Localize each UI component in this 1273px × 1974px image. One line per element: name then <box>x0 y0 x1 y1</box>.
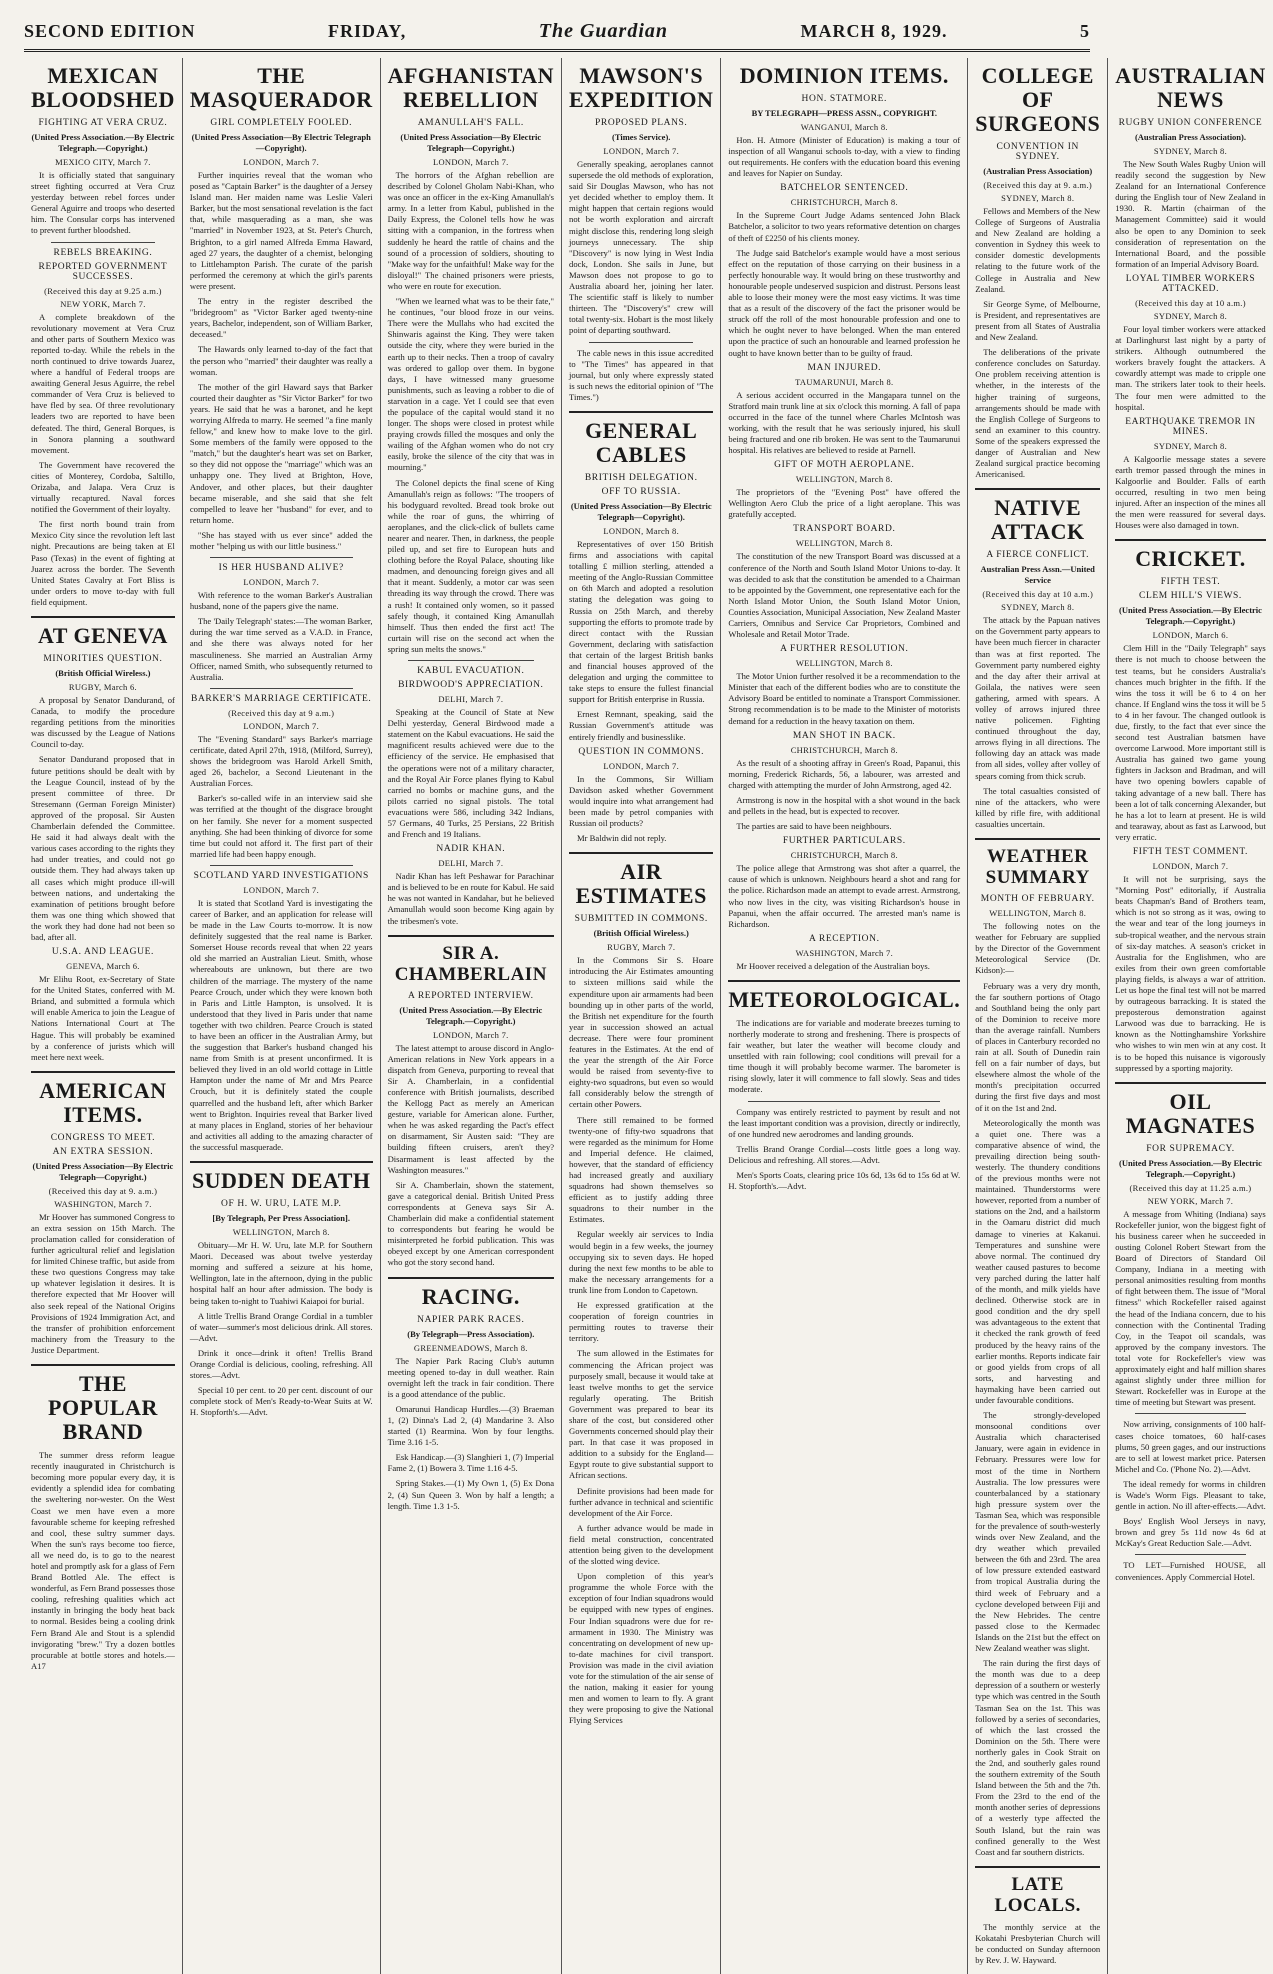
advert-text: Special 10 per cent. to 20 per cent. discount of our complete stock of Men's Ready-to-Wear Suits at W. H. Stopforth's.—Advt. <box>189 1385 373 1418</box>
paragraph: The 'Daily Telegraph' states:—The woman Barker, during the war time served as a V.A.D. in France, and she there was always noted for her masculineness. She married an Australian Army Officer, named Smith, who subsequently returned to Australia. <box>189 616 373 682</box>
received-line: (Received this day at 9.25 a.m.) <box>44 285 162 296</box>
received-line: (Received this day at 11.25 a.m.) <box>1129 1182 1252 1193</box>
source-line: (Times Service). <box>612 132 671 142</box>
paragraph: A complete breakdown of the revolutionary movement at Vera Cruz and other parts of Southern Mexico was reported to-day. While the rebels in the north continued to drive towards Juarez, where a handful of Federal troops are awaiting General Jesus Aguirre, the rebel commander of Vera Cruz is believed to have fled by sea. Of three revolutionary leaders two are reported to have been defeated. The third, General Borques, is in Sonora planning a southward movement. <box>31 311 175 455</box>
divider <box>51 242 155 243</box>
subhead: LOYAL TIMBER WORKERS ATTACKED. <box>1125 273 1256 294</box>
dateline: SYDNEY, March 8. <box>1153 310 1228 321</box>
story-divider <box>975 1866 1100 1868</box>
advert-text: The ideal remedy for worms in children is Wade's Worm Figs. Pleasant to take, gentle in action. No ill after-effects.—Advt. <box>1115 1478 1266 1512</box>
subhead: CLEM HILL'S VIEWS. <box>1139 591 1242 602</box>
story-divider <box>388 1277 554 1279</box>
paragraph: The police allege that Armstrong was shot after a quarrel, the cause of which is unknown. Neighbours heard a shot and rang for the police. Richardson made an attempt to evade arrest. Armstrong, who now lives in the city, was visiting Richardson's house in Papanui, when the affair occurred. The arrested man's name is Richardson. <box>728 863 961 929</box>
paragraph: The horrors of the Afghan rebellion are described by Colonel Gholam Nabi-Khan, who was once an officer in the ex-King Amanullah's army. In a letter from Kabul, published in the Daily Express, the Colonel tells how he was sitting with a companion, in the fortress when suddenly he heard the rattle of chains and the sound of a procession of soldiers, shouting to "Make way for the unfaithful! Make way for the disloyal!" The chained prisoners were priests, who were en route for execution. <box>387 170 555 291</box>
story-air-estimates <box>569 860 713 1726</box>
source-line: (Australian Press Association) <box>983 166 1093 176</box>
divider <box>748 1101 940 1102</box>
dateline: WASHINGTON, March 7. <box>54 1198 152 1209</box>
source-line: [By Telegraph, Per Press Association]. <box>212 1213 350 1224</box>
subhead: FIFTH TEST. <box>1160 577 1221 588</box>
headline: AUSTRALIAN NEWS <box>1115 63 1266 112</box>
story-late-locals <box>975 1874 1100 1966</box>
source-line: (United Press Association.—By Electric Telegraph.—Copyright.) <box>399 1004 543 1026</box>
divider <box>210 865 353 866</box>
paragraph: The mother of the girl Haward says that Barker courted their daughter as "Sir Victor Barker" for two years. He said that he was a baronet, and he kept worrying Alfreda to marry. He seemed "a fine manly fellow," and knew how to make love to the girl. Some members of the family were opposed to the "match," but the daughter's heart was set on Barker, so they did not oppose the "marriage" which was an unhappy one. They lived at Brighton, Hove, Andover, and other places, but their daughter became miserable, and she said that she felt compelled to leave her "husband" for ever, and to return home. <box>189 381 373 525</box>
paragraph: A Kalgoorlie message states a severe earth tremor passed through the mines in Kalgoorlie and Boulder. Falls of earth occurred, resulting in two men being injured. After an inspection of the mines all the men were reassured for several days. Houses were also damaged in town. <box>1115 453 1266 531</box>
dateline: GENEVA, March 6. <box>66 961 140 972</box>
paragraph: Mr Baldwin did not reply. <box>577 833 667 844</box>
dateline: LONDON, March 7. <box>432 1029 509 1040</box>
paragraph: "She has stayed with us ever since" added the mother "helping us with our little business." <box>189 529 373 551</box>
paragraph: Definite provisions had been made for further advance in technical and scientific development of the Air Force. <box>569 1485 714 1518</box>
paragraph: The indications are for variable and moderate breezes turning to northerly moderate to strong and freshening. There is prospects of fair weather, but later the weather will become cloudy and unsettled with rain following; cool conditions will prevail for a time though it will probably become warmer. The barometer is rising slowly, later it will commence to fall slowly. Seas and tides moderate. <box>728 1017 961 1095</box>
headline: WEATHER SUMMARY <box>985 846 1090 889</box>
paragraph: In the Supreme Court Judge Adams sentenced John Black Batchelor, a solicitor to two years reformative detention on charges of theft of £2250 of his clients money. <box>728 210 961 243</box>
story-sudden-death <box>190 1169 373 1418</box>
paragraph: Sir George Syme, of Melbourne, is President, and representatives are present from all States of Australia and New Zealand. <box>975 298 1101 343</box>
paragraph: Speaking at the Council of State at New Delhi yesterday, General Birdwood made a statement on the Kabul evacuations. He said the magnificent results achieved were due to the efficiency of the service. He emphasised that the operations were not of a military character, and the Royal Air Force planes flying to Kabul carried no bombs or machine guns, and the pilots carried no signal pistols. The total evacuations were 586, including 342 Indians, 57 Germans, 40 Turks, 25 Persians, 22 British and French and 19 Italians. <box>387 707 555 840</box>
source-line: (United Press Association.—By Electric Telegraph.—Copyright.) <box>1119 605 1262 627</box>
dateline: NEW YORK, March 7. <box>1147 1195 1234 1206</box>
paragraph: Omarunui Handicap Hurdles.—(3) Braeman 1, (2) Dinna's Lad 2, (4) Mandarine 3. Also started (1) Rearmina. Won by four lengths. Time 3.16 1-5. <box>387 1403 555 1448</box>
advert-popular-brand <box>31 1372 175 1672</box>
headline: MEXICAN BLOODSHED <box>31 63 175 112</box>
paragraph: February was a very dry month, the far southern portions of Otago and Southland being the only part of the Dominion to receive more than the average rainfall. Numbers of places in Canterbury recorded no rain at all. South of Dunedin rain fell on a fair number of days, but elsewhere almost the whole of the month's precipitation occurred during the first five days and most of it on the 1st and 2nd. <box>975 980 1101 1113</box>
dateline: WELLINGTON, March 8. <box>232 1227 330 1238</box>
paragraph: The first north bound train from Mexico City since the revolution left last night. Precautions are being taken at El Paso (Texas) in the event of fighting at Juarez across the border. The Seventh United States Cavalry at Fort Bliss is under orders to move to-day with full field equipment. <box>31 519 175 607</box>
source-line: (British Official Wireless.) <box>593 928 689 939</box>
paragraph: The constitution of the new Transport Board was discussed at a conference of the North and South Island Motor Unions to-day. It was decided to ask that the constitution be amended to a Chairman to be appointed by the Government, one representative each for the North Island Motor Union, the South Island Motor Union, Counties Association, Municipal Association, New Zealand Master Carriers, Omnibus and Service Car Proprietors, Combined and Wholesale and Retail Motor Trade. <box>728 551 961 640</box>
subhead: AN EXTRA SESSION. <box>52 1146 154 1157</box>
subhead: GIRL COMPLETELY FOOLED. <box>210 118 353 128</box>
paragraph: It is officially stated that sanguinary street fighting occurred at Vera Cruz yesterday between rebel forces under General Aguirre and troops who deserted him. The Consular corps has intervened to prevent further bloodshed. <box>31 170 175 236</box>
headline: AFGHANISTAN REBELLION <box>387 63 555 112</box>
paper-name: The Guardian <box>538 20 668 42</box>
story-mexican-bloodshed <box>31 64 175 608</box>
paragraph: The rain during the first days of the month was due to a deep depression of a southern or westerly type which was centred in the South Tasman Sea on the 1st. This was followed by a series of secondaries, of which the last crossed the Dominion on the 5th. There were northerly gales in Cook Strait on the 2nd, and southerly gales round the southern extremity of the South Island between the 5th and the 7th. From the 23rd to the end of the month another series of depressions of a westerly type affected the South Island, but the rain was confined generally to the West Coast and far southern districts. <box>975 1658 1101 1857</box>
paragraph: The Hawards only learned to-day of the fact that the person who "married" their daughter was really a woman. <box>189 344 373 377</box>
paragraph: Company was entirely restricted to payment by result and not the least important condition was a provision, directly or indirectly, of one hundred new aerodromes and landing grounds. <box>728 1106 961 1139</box>
paragraph: There still remained to be formed twenty-one of fifty-two squadrons that were regarded as the minimum for Home and Imperial defence. He claimed, however, that the standard of efficiency had increased greatly and auxiliary squadrons had shown themselves so efficient as to justify adding three squadrons to their number in the Estimates. <box>569 1114 714 1225</box>
advert-text: Trellis Brand Orange Cordial—costs little goes a long way. Delicious and refreshing. All stores.—Advt. <box>728 1143 961 1165</box>
dateline: LONDON, March 7. <box>432 157 509 167</box>
subhead: IS HER HUSBAND ALIVE? <box>218 563 344 574</box>
story-divider <box>975 838 1100 840</box>
received-line: (Received this day at 10 a.m.) <box>1135 297 1246 308</box>
paragraph: Four loyal timber workers were attacked at Darlinghurst last night by a party of strikers. Although outnumbered the workers bravely fought the attackers. A cowardly attempt was made to cripple one man. The strikers later took to their heels. The four men were admitted to the hospital. <box>1115 323 1266 412</box>
source-line: (United Press Association.—By Electric Telegraph.—Copyright.) <box>31 132 175 153</box>
paragraph: Sir A. Chamberlain, shown the statement, gave a categorical denial. British United Press correspondents at Geneva says Sir A. Chamberlain did make a confidential statement to correspondents but fearing he would be misinterpreted he forbid publication. This was obeyed except by one American correspondent who got the story second hand. <box>387 1179 555 1268</box>
dateline: RUGBY, March 6. <box>68 682 137 692</box>
paragraph: Fellows and Members of the New College of Surgeons of Australia and New Zealand are holding a convention in Sydney this week to consider domestic developments relating to the future work of the College in Australia and New Zealand. <box>975 206 1101 294</box>
subhead: SUBMITTED IN COMMONS. <box>574 914 708 925</box>
story-general-cables <box>569 419 713 844</box>
story-divider <box>190 1161 373 1163</box>
headline: RACING. <box>421 1283 520 1309</box>
dateline: NEW YORK, March 7. <box>60 298 146 309</box>
story-weather-summary <box>975 846 1100 1858</box>
column-1 <box>24 58 183 1974</box>
paragraph: The Judge said Batchelor's example would have a most serious effect on the reputation of those carrying on their business in a perfectly honourable way. It would bring on these trustworthy and honourable people undeserved suspicion and distrust. Persons least able to loose their money were the most easy victims. It was time that as a result of the discovery of the fact the prisoner would be struck off the roll of the most honourable profession and one to which he ought never to have belonged. When the man entered upon the practice of such an honourable and learned profession he ought to have known better than to be guilty of fraud. <box>728 247 961 358</box>
story-divider <box>1115 1082 1265 1084</box>
story-mawson-expedition <box>569 64 713 403</box>
divider <box>408 660 534 661</box>
paragraph: Obituary—Mr H. W. Uru, late M.P. for Southern Maori. Deceased was about twelve yesterday morning and suffered a seizure at his home, Wellington, late in the afternoon, dying in the public hospital half an hour after admission. The body is being taken to-night to Tuahiwi Kaiapoi for burial. <box>189 1240 373 1306</box>
dateline: WASHINGTON, March 7. <box>795 947 894 958</box>
subhead: FOR SUPREMACY. <box>1146 1143 1235 1154</box>
source-line: (United Press Association.—By Electric Telegraph.—Copyright.) <box>1119 1157 1262 1179</box>
source-line: (British Official Wireless.) <box>55 668 151 678</box>
subhead: PROPOSED PLANS. <box>595 118 688 128</box>
paragraph: Spring Stakes.—(1) My Own 1, (5) Ex Dona 2, (4) Sun Queen 3. Won by half a length; a length. Time 1.3 1-5. <box>387 1478 555 1511</box>
paragraph: He expressed gratification at the cooperation of foreign countries in permitting routes to traverse their territory. <box>569 1300 714 1344</box>
story-divider <box>728 980 960 982</box>
story-masquerador <box>190 64 373 1153</box>
paragraph: Mr Hoover has summoned Congress to an extra session on 15th March. The proclamation called for consideration of further agricultural relief and legislation for limited Chinese traffic, but aside from these two questions Congress may take up whatever legislation it desires. It is therefore expected that Mr Hoover will also seek repeal of the National Origins Provisions of 1924 Immigration Act, and the transfer of prohibition enforcement machinery from the Treasury to the Justice Department. <box>31 1211 175 1355</box>
paragraph: In the Commons, Sir William Davidson asked whether Government would inquire into what arrangement had been made by petrol companies with Russian oil products? <box>569 773 714 829</box>
issue-date: MARCH 8, 1929. <box>800 21 948 41</box>
divider <box>1135 1413 1245 1414</box>
received-line: (Received this day at 9. a.m.) <box>48 1185 158 1196</box>
paragraph: The parties are said to have been neighbours. <box>736 821 892 832</box>
column-3 <box>381 58 562 1974</box>
story-at-geneva <box>31 624 175 1063</box>
story-cricket <box>1115 547 1265 1073</box>
paragraph: The latest attempt to arouse discord in Anglo-American relations in New York appears in a dispatch from Geneva, purporting to reveal that Sir A. Chamberlain, in a confidential conference with British journalists, described the Kellogg Pact as merely an American gesture, variable for American alone. Further, when he was asked regarding the Pact's effect on disarmament, Sir Austen said: "They are building fifteen cruisers, aren't they? Disarmament is least affected by the Washington measures." <box>387 1042 555 1175</box>
source-line: (United Press Association—By Electric Telegraph—Copyright.) <box>32 1160 174 1182</box>
subhead: MAN SHOT IN BACK. <box>792 730 896 741</box>
paragraph: Regular weekly air services to India would begin in a few weeks, the journey occupying six to seven days. He hoped during the next few months to be able to make the necessary arrangements for a trunk line from London to Capetown. <box>569 1229 714 1295</box>
advert-text: Drink it once—drink it often! Trellis Brand Orange Cordial is delicious, cooling, refreshing. All stores.—Advt. <box>189 1347 373 1381</box>
divider <box>589 342 693 343</box>
headline: LATE LOCALS. <box>994 1873 1081 1916</box>
subhead: QUESTION IN COMMONS. <box>578 746 705 757</box>
story-american-items <box>31 1079 175 1356</box>
dateline: LONDON, March 7. <box>243 884 320 895</box>
dateline: LONDON, March 7. <box>243 577 320 588</box>
column-6 <box>968 58 1108 1974</box>
paragraph: The New South Wales Rugby Union will readily second the suggestion by New Zealand for an International Conference during the English tour of New Zealand in 1930. R. Martin (chairman of the Management Committee) said it would also be open to any Dominion to seek consideration of representation on the International Board, and the possible formation of an Imperial Advisory Board. <box>1115 159 1266 269</box>
source-line: BY TELEGRAPH—PRESS ASSN., COPYRIGHT. <box>751 108 938 118</box>
subhead: FURTHER PARTICULARS. <box>782 836 906 847</box>
paragraph: The Napier Park Racing Club's autumn meeting opened to-day in dull weather. Rain overnight left the track in fair condition. There is a good attendance of the public. <box>387 1355 555 1399</box>
headline: CRICKET. <box>1135 546 1246 572</box>
paragraph: Ernest Remnant, speaking, said the Russian Government's attitude was entirely friendly and businesslike. <box>569 709 714 742</box>
headline: DOMINION ITEMS. <box>739 63 949 88</box>
paragraph: Esk Handicap.—(3) Slanghieri 1, (7) Imperial Fame 2, (1) Bowera 3. Time 1.16 4-5. <box>387 1452 555 1474</box>
source-line: (United Press Association—By Electric Telegraph—Copyright). <box>191 132 371 153</box>
paragraph: The sum allowed in the Estimates for commencing the African project was purposely small, because it would take at least twelve months to get the service regularly operating. The British Government was prepared to bear its share of the cost, but considered other Governments concerned should play their part. In that case it was proposed in addition to a subsidy for the England—Egypt route to give substantial support to African sections. <box>569 1348 714 1481</box>
paragraph: In the Commons Sir S. Hoare introducing the Air Estimates amounting to sixteen millions said while the expenditure upon air armaments had been bounding up in other parts of the world, the British net expenditure for the fourth year in succession showed an actual decrease. There were four prominent features in the Estimates. At the end of the year the strength of the Air Force would be raised from seventy-five to eighty-two squadrons, but even so would fall considerably below the strength of certain other Powers. <box>569 955 714 1110</box>
dateline: SYDNEY, March 8. <box>1001 602 1075 613</box>
source-line: (United Press Association—By Electric Telegraph—Copyright.) <box>400 132 542 153</box>
story-dominion-items <box>728 64 960 972</box>
story-divider <box>569 852 713 854</box>
subhead: U.S.A. AND LEAGUE. <box>51 947 154 958</box>
subhead: REBELS BREAKING. <box>53 247 153 258</box>
paragraph: As the result of a shooting affray in Green's Road, Papanui, this morning, Frederick Richards, 56, a labourer, was arrested and charged with attempting the murder of John Armstrong, aged 42. <box>728 757 961 790</box>
dateline: SYDNEY, March 8. <box>1153 146 1228 156</box>
subhead: RUGBY UNION CONFERENCE <box>1118 118 1263 128</box>
paragraph: Representatives of over 150 British firms and associations with capital totalling £ million sterling, attended a meeting of the Anglo-Russian Committee on 6th March and adopted a resolution stating the delegation was going to Russia on 25th March, and thereby supporting the efforts to promote trade by direct contact with the Russian Government, declaring with satisfaction that certain of the largest British banks and financial houses approved of the delegation and urging the committee to take steps to ensure the fullest financial support for British enterprise in Russia. <box>569 538 714 705</box>
subhead: EARTHQUAKE TREMOR IN MINES. <box>1125 416 1256 437</box>
divider <box>210 688 353 689</box>
headline: MAWSON'S EXPEDITION <box>569 63 714 112</box>
received-line: (Received this day at 9 a.m.) <box>228 707 335 718</box>
headline: AMERICAN ITEMS. <box>39 1077 167 1127</box>
paragraph: Meteorologically the month was a quiet one. There was a comparative absence of wind, the prevailing direction being south-westerly. The thundery conditions of the previous months were not maintained. Thunderstorms were however, reported from a number of stations on the 2nd, and a hailstorm in the Oamaru district did much damage to vineries at Kakanui. Temperatures and sunshine were above normal. The continued dry weather caused pastures to become very parched during the latter half of the month, and milk yields have declined. Otherwise stock are in good condition and the dry spell was advantageous to the extent that it checked the rank growth of feed produced by the heavy rains of the earlier months. Reports indicate fair or good yields from crops of all sorts, and harvesting and haymaking have been carried out under favourable conditions. <box>975 1117 1101 1405</box>
dateline: SYDNEY, March 8. <box>1001 193 1075 203</box>
page-number: 5 <box>1080 21 1090 41</box>
story-divider <box>31 1364 175 1366</box>
subhead: TRANSPORT BOARD. <box>793 524 896 535</box>
dateline: DELHI, March 7. <box>438 858 504 869</box>
news-columns <box>24 58 1266 1966</box>
paragraph: The Government have recovered the cities of Monterey, Cordoba, Saltillo, Orizaba, and Jalapa. Vera Cruz is virtually recaptured. Naval forces notified the Government of their loyalty. <box>31 459 175 515</box>
dateline: WELLINGTON, March 8. <box>795 658 893 669</box>
headline: AIR ESTIMATES <box>575 859 707 909</box>
headline: GENERAL CABLES <box>585 417 698 467</box>
headline: SUDDEN DEATH <box>191 1168 371 1194</box>
headline: METEOROLOGICAL. <box>728 986 961 1012</box>
subhead: A FIERCE CONFLICT. <box>986 550 1090 561</box>
dateline: WELLINGTON, March 8. <box>989 908 1087 919</box>
story-oil-magnates <box>1115 1090 1265 1583</box>
headline: OIL MAGNATES <box>1125 1088 1256 1138</box>
dateline: CHRISTCHURCH, March 8. <box>790 744 898 755</box>
classified-ad: TO LET—Furnished HOUSE, all conveniences. Apply Commercial Hotel. <box>1115 1560 1266 1582</box>
story-meteorological <box>728 988 960 1192</box>
story-college-of-surgeons <box>975 64 1100 480</box>
paragraph: Generally speaking, aeroplanes cannot supersede the old methods of exploration, said Sir Douglas Mawson, who has not yet decided whether to employ them. It might happen that certain regions would not be worth exploration and aircraft might disclose this, rendering long sleigh journeys unnecessary. The ship "Discovery" is now lying in West India dock, London. She sails in June, but Mawson does not propose to go to Australia aboard her, joining her later. The scientific staff is likely to number thirteen. The "Discovery's" crew will total twenty-six. Hobart is the most likely point of departing southward. <box>569 159 714 336</box>
dateline: LONDON, March 7. <box>603 146 680 156</box>
paragraph: Barker's so-called wife in an interview said she was terrified at the thought of the disgrace brought on her family. She never for a moment suspected anything. She had been thinking of divorce for some time but could not afford it. The first part of their married life had been happy enough. <box>189 793 373 859</box>
paragraph: The total casualties consisted of nine of the attackers, who were killed by rifle fire, with additional casualties uncertain. <box>975 785 1101 829</box>
dateline: WANGANUI, March 8. <box>800 122 888 132</box>
story-divider <box>975 488 1100 490</box>
dateline: LONDON, March 7. <box>603 760 680 771</box>
source-line: (United Press Association—By Electric Telegraph—Copyright). <box>570 500 712 522</box>
story-chamberlain <box>388 943 554 1269</box>
subhead: BATCHELOR SENTENCED. <box>780 183 909 194</box>
paragraph: The "Evening Standard" says Barker's marriage certificate, dated April 27th, 1918, (Milford, Surrey), shows the bridegroom was Harold Arkell Smith, aged 26, bachelor, a Second Lieutenant in the Australian Forces. <box>189 733 373 789</box>
dateline: WELLINGTON, March 8. <box>795 538 893 549</box>
subhead: CONGRESS TO MEET. <box>50 1132 156 1143</box>
subhead: OF H. W. URU, LATE M.P. <box>221 1199 342 1210</box>
subhead: HON. STATMORE. <box>801 94 888 104</box>
paragraph: The Motor Union further resolved it be a recommendation to the Minister that each of the different bodies who are to constitute the Advisory Board be entitled to nominate a Transport Commissioner. Strong recommendation is to be made to the Minister of motorists demand for a reduction in the heavy taxation on them. <box>728 671 961 726</box>
story-divider <box>31 1071 175 1073</box>
subhead: MONTH OF FEBRUARY. <box>980 894 1095 905</box>
subhead: BIRDWOOD'S APPRECIATION. <box>398 680 544 691</box>
paragraph: The attack by the Papuan natives on the Government party appears to have been much fiercer in character than was at first reported. The Government party numbered eighty and the day after their arrival at Goilala, the natives were seen gathering, armed with spears. A volley of arrows injured three native policemen. Fighting continued throughout the day, arrows flying in all directions. The following day an attack was made from all sides, volley after volley of spears coming from thick scrub. <box>975 615 1101 781</box>
subhead: BARKER'S MARRIAGE CERTIFICATE. <box>191 693 372 704</box>
dateline: LONDON, March 8. <box>603 525 680 536</box>
paragraph: It is stated that Scotland Yard is investigating the career of Barker, and an application for release will be made in the Law Courts to-morrow. It is now definitely suggested that the real name is Barker. Somerset House records reveal that when 22 years old she married an Australian Lieut. Smith, whose whereabouts are unknown, but there are two children of the marriage. The mystery of the name Pearce Crouch, under which they were known both in Paris and Little Hampton, is unsolved. It is understood that they lived in Paris under that name together with two children. Pearce Crouch is stated to have been an officer in the Australian Army, but the suggestion that Barker's husband changed his name from Smith is at present unconfirmed. It is believed they lived in an old world cottage in Little Hampton under the name of Mr and Mrs Pearce Crouch, but it is definitely stated the couple quarrelled and the husband left, after which Barker went to Brighton. Inquiries reveal that Barker lived at many places in England, stories of her behaviour and activities all adding to the amazing character of the successful masquerade. <box>189 897 373 1152</box>
story-divider <box>31 616 175 618</box>
story-divider <box>1115 539 1265 541</box>
subhead: A RECEPTION. <box>809 933 880 944</box>
dateline: CHRISTCHURCH, March 8. <box>790 850 898 861</box>
subhead: A REPORTED INTERVIEW. <box>407 990 534 1001</box>
paragraph: Upon completion of this year's programme the whole Force with the exception of four Indian squadrons would be equipped with new types of engines. Four Indian squadrons were due for re-armament in 1930. The Ministry was concentrating on development of new up-to-date machines for civil transport. Provision was made in the civil aviation vote for the stimulation of the air sense of the nation, making it easier for young men and women to learn to fly. A grant they were proposing to give the National Flying Services <box>569 1571 714 1726</box>
paragraph: Clem Hill in the "Daily Telegraph" says there is not much to choose between the test teams, but he considers Australia's chances much brighter in the fifth. If the wins the toss it will be 6 to 4 on her chance. If England wins the toss it will be 5 to 4 in her favour. The changed outlook is due, firstly, to the fact that ever since the second test Australian batsmen have overcome Larwood. More important still is Australia has gained two game young fighters in Jackson and Bradman, and will have two opening bowlers capable of taking advantage of a new ball. There has been a lot of talk concerning Alexander, but he has a lot to learn at present. He is wild and tearaway, about as fast as Larwood, but very erratic. <box>1115 643 1266 842</box>
dateline: LONDON, March 7. <box>243 157 320 167</box>
advert-text: Men's Sports Coats, clearing price 10s 6d, 13s 6d to 15s 6d at W. H. Stopforth's.—Advt. <box>728 1170 961 1192</box>
column-7 <box>1108 58 1272 1974</box>
column-2 <box>183 58 381 1974</box>
source-line: (By Telegraph—Press Association). <box>407 1328 535 1339</box>
column-4 <box>562 58 721 1974</box>
dateline: TAUMARUNUI, March 8. <box>795 376 894 387</box>
paragraph: Armstrong is now in the hospital with a shot wound in the back and pellets in the head, but is expected to recover. <box>728 794 961 817</box>
paragraph: A proposal by Senator Dandurand, of Canada, to modify the procedure regarding petitions from the minorities was discussed by the League of Nations Council to-day. <box>31 695 175 750</box>
advert-text: Boys' English Wool Jerseys in navy, brown and grey 5s 11d now 4s 6d at McKay's Great Reduction Sale.—Advt. <box>1115 1516 1266 1549</box>
masthead <box>24 20 1090 52</box>
paragraph: A serious accident occurred in the Mangapara tunnel on the Stratford main trunk line at six o'clock this morning. A fall of papa occurred in the face of the tunnel where Charles McIntosh was working, with the result that he was seriously injured, his skull being fractured and one rib broken. He was sent to the Taumarunui hospital. His relatives are believed to reside at Parnell. <box>728 389 961 456</box>
dateline: RUGBY, March 7. <box>607 942 676 953</box>
paragraph: Senator Dandurand proposed that in future petitions should be dealt with by the League Council, instead of by the present committee of three. Dr Stresemann (German Foreign Minister) approved of the proposal. Sir Austen Chamberlain defended the Committee. He said it had always dealt with the various cases according to the rights they had under treaties, and could not go outside them. They had always taken up all cases which might produce ill-will between nations, and undertaking the examination of petitions brought before them was one thing which showed that the work they had done had not been so bad, after all. <box>31 754 175 942</box>
headline: NATIVE ATTACK <box>990 495 1085 545</box>
subhead: MINORITIES QUESTION. <box>43 654 163 664</box>
paragraph: The strongly-developed monsoonal conditions over Australia which characterised January, were again in evidence in February. Pressures were low for most of the time in Northern Australia. The low pressures were counterbalanced by a stationary high pressure system over the Tasman Sea, which was responsible for the prevalence of south-westerly winds over New Zealand, and the dry weather which prevailed between the 6th and 23rd. The area of low pressure extended eastward from tropical Australia during the third week of February and a cyclone developed between Fiji and the New Hebrides. The centre passed close to the Kermadec Islands on the 21st but the effect on New Zealand weather was slight. <box>975 1410 1101 1654</box>
paragraph: Nadir Khan has left Peshawar for Parachinar and is believed to be en route for Kabul. He said he was not wanted in Kandahar, but he believed Amanullah would soon become King again by the tribesmen's vote. <box>387 871 555 926</box>
story-afghanistan-rebellion <box>388 64 554 927</box>
advert-text: Now arriving, consignments of 100 half-cases choice tomatoes, 60 half-cases plums, 50 green gages, and our instructions are to sell at lowest market price. Patersen Michel and Co. ('Phone No. 2).—Advt. <box>1115 1419 1266 1474</box>
subhead: MAN INJURED. <box>807 362 882 373</box>
subhead: A FURTHER RESOLUTION. <box>780 644 909 655</box>
paragraph: "When we learned what was to be their fate," he continues, "our blood froze in our veins. There were the Mullahs who had excited the Shinwaris against the King. They were taken outside the city, where they were buried in the earth up to their necks. Then a troop of cavalry was ordered to gallop over them. In bygone days, I have witnessed many gruesome punishments, such as leaving a robber to die of starvation in a cage. Yet I could see that even the populace of the capital would stand it no longer. The shops were closed in protest while praying crowds filled the mosques and only the wailing of the Afghan women who do not cry easily, broke the silence of the city that was in mourning." <box>387 296 555 473</box>
headline: AT GENEVA <box>38 623 168 648</box>
headline: THE MASQUERADOR <box>189 63 373 112</box>
subhead: NAPIER PARK RACES. <box>417 1314 525 1325</box>
dateline: CHRISTCHURCH, March 8. <box>790 197 898 208</box>
paragraph: Hon. H. Atmore (Minister of Education) is making a tour of inspection of all Wanganui schools to-day, with a view to finding out requirements. He confers with the education board this evening and leaves for Napier on Sunday. <box>728 135 961 179</box>
dateline: DELHI, March 7. <box>438 694 504 705</box>
dateline: LONDON, March 6. <box>1152 630 1229 641</box>
story-racing <box>388 1285 554 1512</box>
divider <box>210 557 353 558</box>
dateline: MEXICO CITY, March 7. <box>55 157 151 167</box>
paragraph: The deliberations of the private conference concludes on Saturday. One problem receiving attention is whether, in the interests of the higher training of surgeons, arrangements should be made with the English College of Surgeons to send an examiner to this country. Some of the speakers expressed the danger of Australian and New Zealand surgical practice becoming Americanised. <box>975 347 1101 480</box>
subhead: FIGHTING AT VERA CRUZ. <box>38 118 168 128</box>
subhead: NADIR KHAN. <box>436 844 506 855</box>
subhead: KABUL EVACUATION. <box>417 666 525 677</box>
paragraph: With reference to the woman Barker's Australian husband, none of the papers give the name. <box>189 590 373 612</box>
subhead: SCOTLAND YARD INVESTIGATIONS <box>193 870 369 881</box>
story-australian-news <box>1115 64 1265 531</box>
paragraph: The summer dress reform league recently inaugurated in Christchurch is becoming more popular every day, it is evidently a splendid idea for combating the sweltering nor-wester. On the West Coast we men have even a more favourable scheme for keeping refreshed and cool, these sultry summer days. When the sun's rays become too fierce, all we need do, is to go to the nearest hotel and promptly ask for a glass of Fern Brand Bottled Ale. The effect is wonderful, as Fern Brand possesses those cooling, refreshing qualities which act instantly in bringing the body heat back to normal. Besides being a cooling drink Fern Brand Ale and Stout is a splendid invigorating "brew." Try a dozen bottles procurable at bottle stores and hotels.—A17 <box>31 1450 175 1671</box>
dateline: LONDON, March 7. <box>1152 861 1229 872</box>
subhead: REPORTED GOVERNMENT SUCCESSES. <box>38 261 168 282</box>
paragraph: The monthly service at the Kokatahi Presbyterian Church will be conducted on Sunday afternoon by Rev. J. W. Hayward. <box>975 1921 1101 1966</box>
paragraph: The entry in the register described the "bridegroom" as "Victor Barker aged twenty-nine years, Bachelor, independent, son of William Barker, deceased." <box>189 296 373 340</box>
paragraph: The proprietors of the "Evening Post" have offered the Wellington Aero Club the price of a light aeroplane. This was gratefully accepted. <box>728 487 961 520</box>
subhead: GIFT OF MOTH AEROPLANE. <box>774 460 915 471</box>
headline: COLLEGE OF SURGEONS <box>975 63 1101 136</box>
headline: THE POPULAR BRAND <box>48 1371 158 1445</box>
paragraph: A further advance would be made in field metal construction, concentrated attention being given to the development of the slotted wing device. <box>569 1522 714 1567</box>
dateline: SYDNEY, March 8. <box>1153 440 1228 451</box>
paragraph: It will not be surprising, says the "Morning Post" editorially, if Australia beats Chapman's Band of Brothers team, which is not so strong as it was, owing to the wear and tear of the long journeys in sub-tropical weather, and the nervous strain of six-day matches. A season's cricket in Australia for the Englishmen, who are exiles from their own green comfortable playing fields, is always a war of attrition. Let us hope the final test will not be marred by outrageous barracking. It is stated the preposterous demonstration against Larwood was due to barracking. He is known as the Nottinghamshire Yorkshire who wishes to win men win at any cost. It is to be hoped this nuisance is vigorously suppressed by a sporting majority. <box>1115 874 1266 1073</box>
received-line: (Received this day at 9. a.m.) <box>983 180 1093 190</box>
dateline: GREENMEADOWS, March 8. <box>413 1342 528 1353</box>
advert-text: A little Trellis Brand Orange Cordial in a tumbler of water—summer's most delicious drink. All stores.—Advt. <box>189 1310 373 1343</box>
column-5 <box>721 58 968 1974</box>
headline: SIR A. CHAMBERLAIN <box>394 942 547 985</box>
subhead: OFF TO RUSSIA. <box>601 486 681 497</box>
paragraph: Mr Elihu Root, ex-Secretary of State for the United States, conferred with M. Briand, and submitted a formula which will enable America to join the League of Nations International Court at The Hague. This will probably be examined by a conference of jurists which will meet here next week. <box>31 974 175 1062</box>
paragraph: The following notes on the weather for February are supplied by the Director of the Government Meteorological Service (Dr. Kidson):— <box>975 921 1101 976</box>
dateline: LONDON, March 7. <box>243 720 320 731</box>
paragraph: The Colonel depicts the final scene of King Amanullah's reign as follows: "The troopers of his bodyguard revolted. Bread took broke out while the roar of guns, the whirring of aeroplanes, and the click-click of bullets came nearer and nearer. Then, in darkness, the people piled up, and set fire to European huts and clothing before the Royal Palace, shouting like madmen, and denouncing foreign gives and all that it meant. Suddenly, a motor car was seen threading its way through the crowd. There was a rush! It contained only women, so it passed safely though, it contained King Amanullah himself. Thus then ended the first act! The curtain will rise on the second act when the spring sun melts the snows." <box>387 477 555 654</box>
issue-day: FRIDAY, <box>328 21 407 41</box>
paragraph: Mr Hoover received a delegation of the Australian boys. <box>736 960 930 971</box>
subhead: CONVENTION IN SYDNEY. <box>996 142 1079 162</box>
paragraph: Further inquiries reveal that the woman who posed as "Captain Barker" is the daughter of a Jersey Island man. Her maiden name was Leslie Valeri Barker, but the most sensational revelation is the fact that, while masquerading as a man, she was "married" in November 1923, at St. Peter's Church, Brighton, to a girl named Alfreda Emma Haward, aged 27 years, the daughter of a chemist, belonging to Littlehampton Parish. The curate of the parish performed the ceremony at which the girl's parents were present. <box>189 170 373 291</box>
source-line: Australian Press Assn.—United Service <box>980 564 1095 586</box>
source-line: (Australian Press Association). <box>1134 132 1246 142</box>
notice-text: The cable news in this issue accredited to "The Times" has appeared in that journal, but only where expressly stated is such news the editorial opinion of "The Times.") <box>569 347 714 402</box>
subhead: AMANULLAH'S FALL. <box>417 118 524 128</box>
dateline: WELLINGTON, March 8. <box>795 474 893 485</box>
subhead: FIFTH TEST COMMENT. <box>1132 847 1249 858</box>
story-native-attack <box>975 496 1100 830</box>
received-line: (Received this day at 10 a.m.) <box>982 589 1094 600</box>
paragraph: A message from Whiting (Indiana) says Rockefeller junior, won the biggest fight of his business career when he succeeded in ousting Colonel Robert Stewart from the Board of Directors of Standard Oil Company, Indiana in a meeting with personal animosities resulting from months of fight between them. The issue of "Moral fitness" which Rockefeller raised against the head of the Indiana concern, due to his connection with the Continental Trading Coy, in the Teapot oil scandals, was approved by the company investors. The total vote for Rockefeller's view was approximately eight and half million shares against slightly under three million for Stewart. Rockefeller was in Europe at the time of meeting but Stewart was present. <box>1115 1208 1266 1408</box>
subhead: BRITISH DELEGATION. <box>584 472 698 483</box>
divider <box>1135 1554 1245 1555</box>
story-divider <box>388 935 554 937</box>
story-divider <box>569 411 713 413</box>
edition-label: SECOND EDITION <box>24 21 196 41</box>
